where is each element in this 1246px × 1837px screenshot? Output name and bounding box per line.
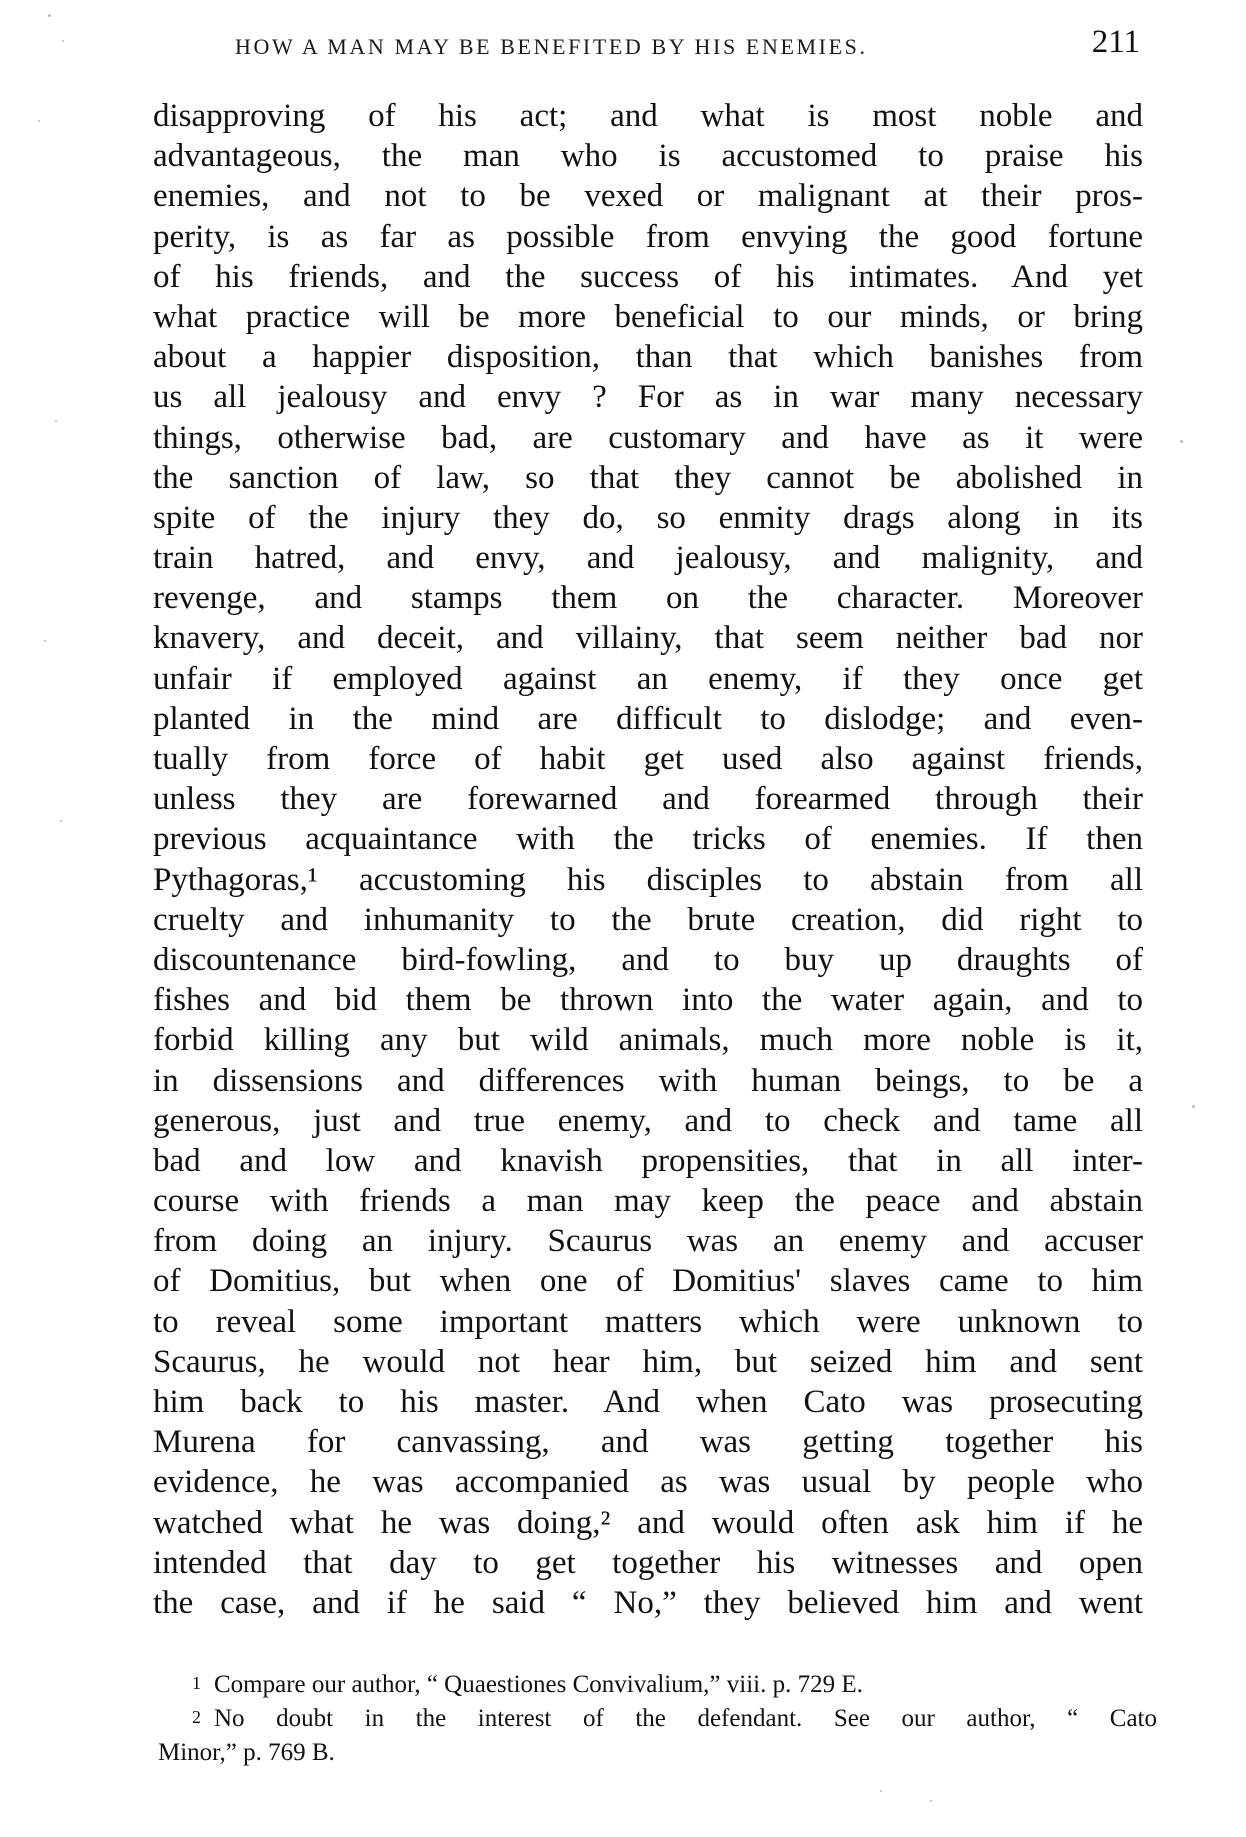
text-line: train hatred, and envy, and jealousy, and malignity, and (153, 540, 1143, 577)
text-line: in dissensions and differences with human beings, to be a (153, 1062, 1143, 1099)
text-line: generous, just and true enemy, and to check and tame all (153, 1102, 1143, 1139)
text-line: Scaurus, he would not hear him, but seized him and sent (153, 1343, 1143, 1380)
text-line: advantageous, the man who is accustomed to praise his (153, 138, 1143, 175)
text-line: perity, is as far as possible from envying the good fortune (153, 218, 1143, 255)
text-line: unless they are forewarned and forearmed through their (153, 781, 1143, 818)
text-line: watched what he was doing,² and would often ask him if he (153, 1504, 1143, 1541)
scan-speck (44, 640, 46, 642)
text-line: to reveal some important matters which were unknown to (153, 1303, 1143, 1340)
text-line: us all jealousy and envy ? For as in war many necessary (153, 379, 1143, 416)
scan-speck (48, 14, 51, 17)
scan-speck (62, 40, 64, 42)
text-line: evidence, he was accompanied as was usual by people who (153, 1464, 1143, 1501)
text-line: tually from force of habit get used also against friends, (153, 741, 1143, 777)
text-line: cruelty and inhumanity to the brute creation, did right to (153, 901, 1143, 938)
scan-speck (55, 420, 57, 422)
footnotes (158, 1668, 1157, 1770)
text-line: intended that day to get together his witnesses and open (153, 1544, 1143, 1581)
text-line: planted in the mind are difficult to dislodge; and even- (153, 700, 1143, 737)
text-line: spite of the injury they do, so enmity drags along in its (153, 499, 1143, 536)
footnote-text: Compare our author, “ Quaestiones Convivalium,” viii. p. 729 E. (214, 1671, 863, 1698)
footnote-text: No doubt in the interest of the defendant. See our author, “ Cato (214, 1705, 1157, 1732)
scan-speck (38, 120, 40, 122)
footnote-2 (172, 1702, 1157, 1736)
text-line: discountenance bird-fowling, and to buy up draughts of (153, 941, 1143, 978)
text-line: from doing an injury. Scaurus was an enemy and accuser (153, 1223, 1143, 1260)
footnote-1 (172, 1668, 1157, 1702)
footnote-2-continuation: Minor,” p. 769 B. (158, 1739, 335, 1766)
text-line: forbid killing any but wild animals, much more noble is it, (153, 1022, 1143, 1059)
text-line: the sanction of law, so that they cannot be abolished in (153, 459, 1143, 496)
scan-speck (60, 820, 62, 822)
text-line: him back to his master. And when Cato was prosecuting (153, 1384, 1143, 1420)
text-line: about a happier disposition, than that which banishes from (153, 339, 1143, 376)
text-line: of Domitius, but when one of Domitius' slaves came to him (153, 1263, 1143, 1300)
text-line: what practice will be more beneficial to our minds, or bring (153, 298, 1143, 335)
text-line: unfair if employed against an enemy, if they once get (153, 660, 1143, 697)
text-line: previous acquaintance with the tricks of enemies. If then (153, 821, 1143, 858)
page-number: 211 (1091, 24, 1140, 60)
footnote-mark: 2 (192, 1707, 201, 1727)
scan-speck (1180, 440, 1183, 443)
text-line: of his friends, and the success of his intimates. And yet (153, 258, 1143, 295)
text-line: course with friends a man may keep the peace and abstain (153, 1183, 1143, 1220)
scan-speck (1192, 1105, 1195, 1108)
running-head (195, 24, 1150, 64)
text-line: Pythagoras,¹ accustoming his disciples to abstain from all (153, 861, 1143, 898)
text-line: Murena for canvassing, and was getting together his (153, 1424, 1143, 1461)
scan-speck (930, 1800, 932, 1802)
body-text (153, 96, 1143, 1623)
footnote-mark: 1 (192, 1673, 201, 1693)
text-line: bad and low and knavish propensities, that in all inter- (153, 1142, 1143, 1179)
running-title: HOW A MAN MAY BE BENEFITED BY HIS ENEMIES. (235, 34, 868, 59)
scan-speck (880, 1790, 882, 1792)
text-line: knavery, and deceit, and villainy, that seem neither bad nor (153, 620, 1143, 657)
text-line: things, otherwise bad, are customary and have as it were (153, 419, 1143, 456)
text-line: the case, and if he said “ No,” they believed him and went (153, 1584, 1143, 1621)
text-line: fishes and bid them be thrown into the water again, and to (153, 982, 1143, 1019)
text-line: revenge, and stamps them on the character. Moreover (153, 580, 1143, 617)
text-line: disapproving of his act; and what is most noble and (153, 98, 1143, 134)
text-line: enemies, and not to be vexed or malignant at their pros- (153, 178, 1143, 215)
